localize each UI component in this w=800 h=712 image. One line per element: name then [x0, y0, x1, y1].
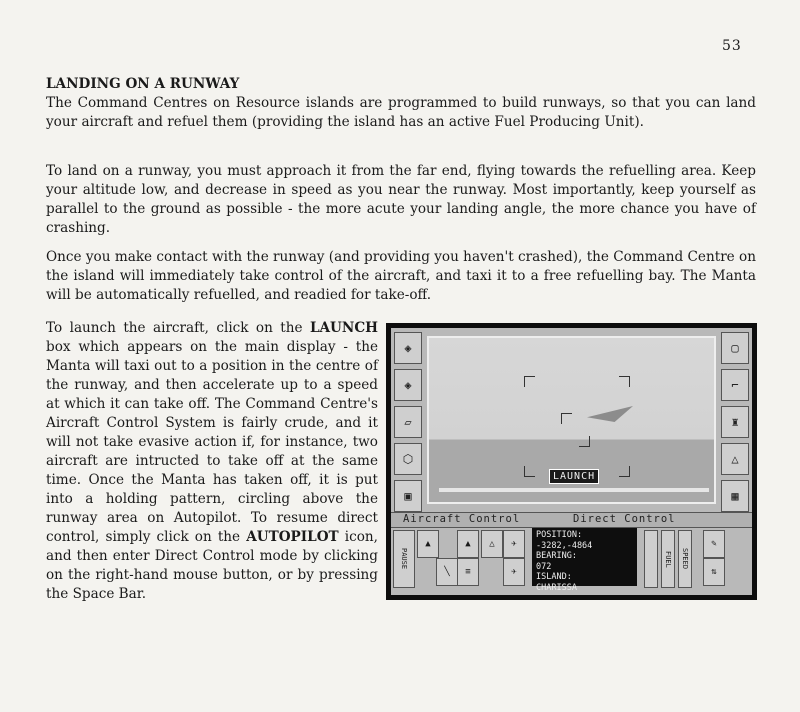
- speed-gauge: SPEED: [678, 530, 692, 588]
- flag-icon: ▢: [721, 332, 749, 364]
- mountain-icon[interactable]: ▲: [457, 530, 479, 558]
- peak-icon[interactable]: △: [481, 530, 503, 558]
- island-label: ISLAND:: [536, 572, 572, 582]
- bearing-label: BEARING:: [536, 551, 577, 561]
- pause-button[interactable]: PAUSE: [393, 530, 415, 588]
- navigation-readout: [532, 528, 637, 593]
- building-icon: ♜: [721, 406, 749, 438]
- position-value: -3282,-4864: [536, 540, 593, 551]
- disk-icon: ▣: [394, 480, 422, 512]
- paragraph-2: To land on a runway, you must approach it from the far end, flying towards the refuelling area. Keep your altitude low, and decrease in speed as you near the runway. Most importantly, keep yourself as parallel to the ground as possible - the more acute your landing angle, the more chance you have of crashing.: [46, 163, 756, 236]
- position-label: POSITION:: [536, 530, 583, 540]
- runway: [439, 488, 709, 492]
- landing-section: [46, 75, 756, 132]
- text-run: box which appears on the main display - the Manta will taxi out to a position in the centre of the runway, and then accelerate up to a speed at which it can take off. The Command Centre's Aircraft Control System is fairly crude, and it will not take evasive action if, for instance, two aircraft are intructed to take off at the same time. Once the Manta has taken off, it is put into a holding pattern, circling above the runway area on Autopilot. To resume direct control, simply click on the: [46, 339, 378, 545]
- box-icon: ▱: [394, 406, 422, 438]
- right-icon-column: [721, 332, 749, 517]
- main-display: [427, 336, 716, 504]
- aircraft-control-tab[interactable]: Aircraft Control: [403, 513, 521, 525]
- island-value: CHARISSA: [536, 582, 577, 593]
- weapon-icon[interactable]: ╲: [436, 558, 458, 586]
- plane-icon[interactable]: ✈: [503, 530, 525, 558]
- map-icon: ◈: [394, 332, 422, 364]
- edit-icon[interactable]: ✎: [703, 530, 725, 558]
- bearing-value: 072: [536, 561, 552, 572]
- text-run: icon, and then enter Direct Control mode by clicking on the right-hand mouse button, or by pressing the Space Bar.: [46, 529, 378, 602]
- altitude-up-icon[interactable]: ▲: [417, 530, 439, 558]
- text-run: To launch the aircraft, click on the: [46, 320, 310, 336]
- arrows-icon[interactable]: ⇅: [703, 558, 725, 586]
- fuel-gauge: FUEL: [661, 530, 675, 588]
- autopilot-keyword: AUTOPILOT: [246, 529, 339, 545]
- aircraft-shape: [587, 406, 633, 422]
- paragraph-1: The Command Centres on Resource islands are programmed to build runways, so that you can land your aircraft and refuel them (providing the island has an active Fuel Producing Unit).: [46, 95, 756, 130]
- zoom-icon: ⌐: [721, 369, 749, 401]
- control-bar: [391, 512, 752, 528]
- page-number: 53: [722, 38, 742, 54]
- paragraph-3: Once you make contact with the runway (and providing you haven't crashed), the Command Centre on the island will immediately take control of the aircraft, and taxi it to a free refuelling bay. The Manta will be automatically refuelled, and readied for take-off.: [46, 249, 756, 303]
- lines-icon[interactable]: ≡: [457, 558, 479, 586]
- launch-button[interactable]: LAUNCH: [549, 469, 599, 484]
- section-heading: LANDING ON A RUNWAY: [46, 76, 240, 92]
- launch-instructions: [46, 319, 378, 604]
- autopilot-icon[interactable]: ✈: [503, 558, 525, 586]
- left-icon-column: [394, 332, 422, 517]
- target-icon: ◈: [394, 369, 422, 401]
- hex-icon: ⬡: [394, 443, 422, 475]
- grid-icon: ▦: [721, 480, 749, 512]
- throttle-gauge: [644, 530, 658, 588]
- tent-icon: △: [721, 443, 749, 475]
- launch-keyword: LAUNCH: [309, 320, 378, 336]
- direct-control-tab[interactable]: Direct Control: [573, 513, 676, 525]
- game-screenshot: [386, 323, 757, 600]
